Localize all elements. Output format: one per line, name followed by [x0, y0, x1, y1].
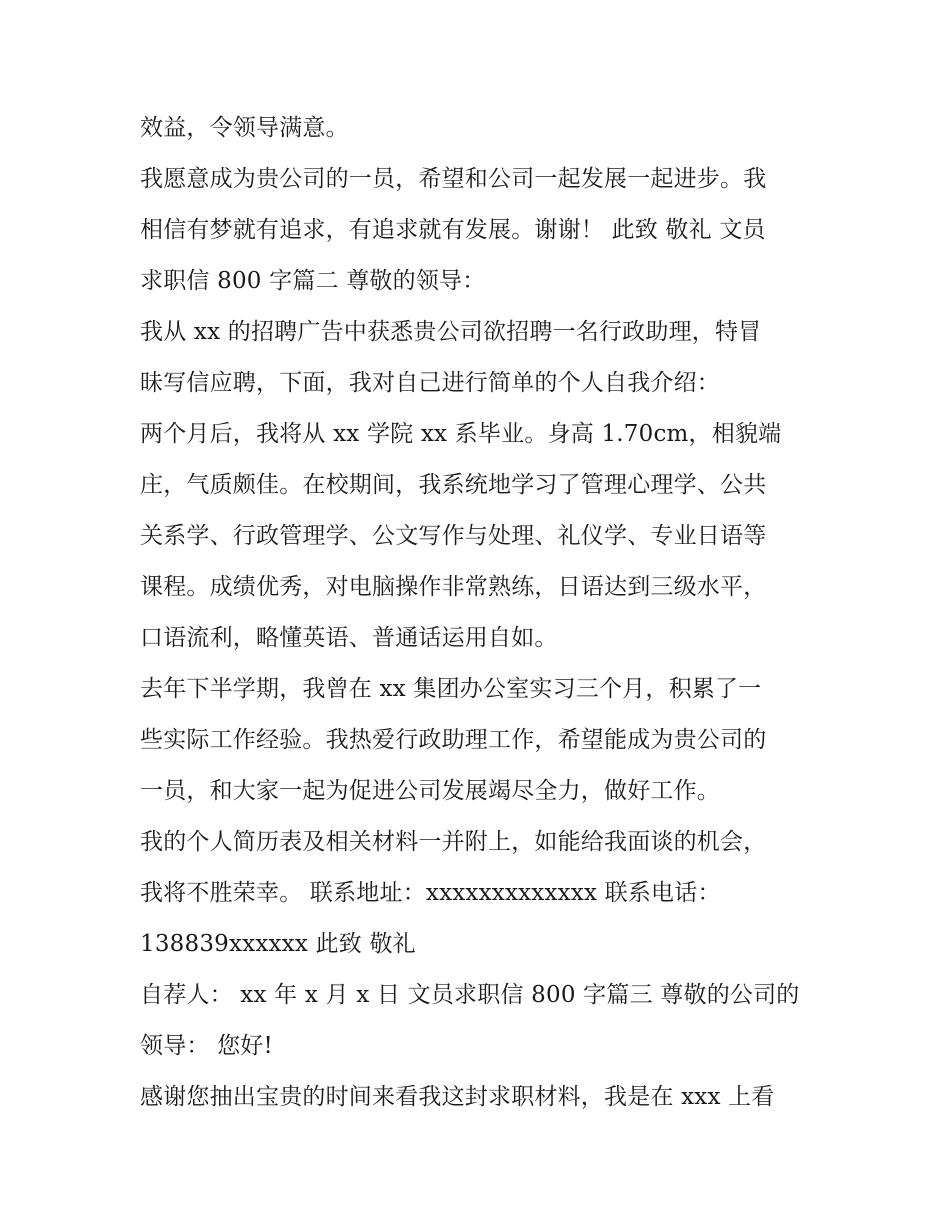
text-line: 一员，和大家一起为促进公司发展竭尽全力，做好工作。 — [140, 778, 720, 804]
text-line: 昧写信应聘，下面，我对自己进行简单的个人自我介绍： — [140, 370, 720, 396]
document-body — [140, 103, 820, 1123]
text-line: 求职信 800 字篇二 尊敬的领导： — [140, 268, 486, 294]
text-line: 我愿意成为贵公司的一员，希望和公司一起发展一起进步。我 — [140, 166, 767, 192]
text-line: 我从 xx 的招聘广告中获悉贵公司欲招聘一名行政助理，特冒 — [140, 319, 762, 345]
text-line: 关系学、行政管理学、公文写作与处理、礼仪学、专业日语等 — [140, 523, 767, 549]
text-line: 我的个人简历表及相关材料一并附上，如能给我面谈的机会， — [140, 829, 767, 855]
text-line: 去年下半学期，我曾在 xx 集团办公室实习三个月，积累了一 — [140, 676, 762, 702]
text-line: 两个月后，我将从 xx 学院 xx 系毕业。身高 1.70cm，相貌端 — [140, 421, 782, 447]
text-line: 我将不胜荣幸。 联系地址：xxxxxxxxxxxxx 联系电话： — [140, 880, 721, 906]
text-line: 领导： 您好! — [140, 1033, 273, 1059]
text-line: 自荐人： xx 年 x 月 x 日 文员求职信 800 字篇三 尊敬的公司的 — [140, 982, 800, 1008]
text-line: 庄，气质颇佳。在校期间，我系统地学习了管理心理学、公共 — [140, 472, 767, 498]
text-line: 感谢您抽出宝贵的时间来看我这封求职材料，我是在 xxx 上看 — [140, 1084, 775, 1110]
text-line: 相信有梦就有追求，有追求就有发展。谢谢！ 此致 敬礼 文员 — [140, 217, 766, 243]
text-line: 138839xxxxxx 此致 敬礼 — [140, 931, 416, 957]
text-line: 口语流利，略懂英语、普通话运用自如。 — [140, 625, 558, 651]
text-line: 些实际工作经验。我热爱行政助理工作，希望能成为贵公司的 — [140, 727, 767, 753]
text-line: 课程。成绩优秀，对电脑操作非常熟练，日语达到三级水平， — [140, 574, 767, 600]
text-line: 效益，令领导满意。 — [140, 115, 349, 141]
